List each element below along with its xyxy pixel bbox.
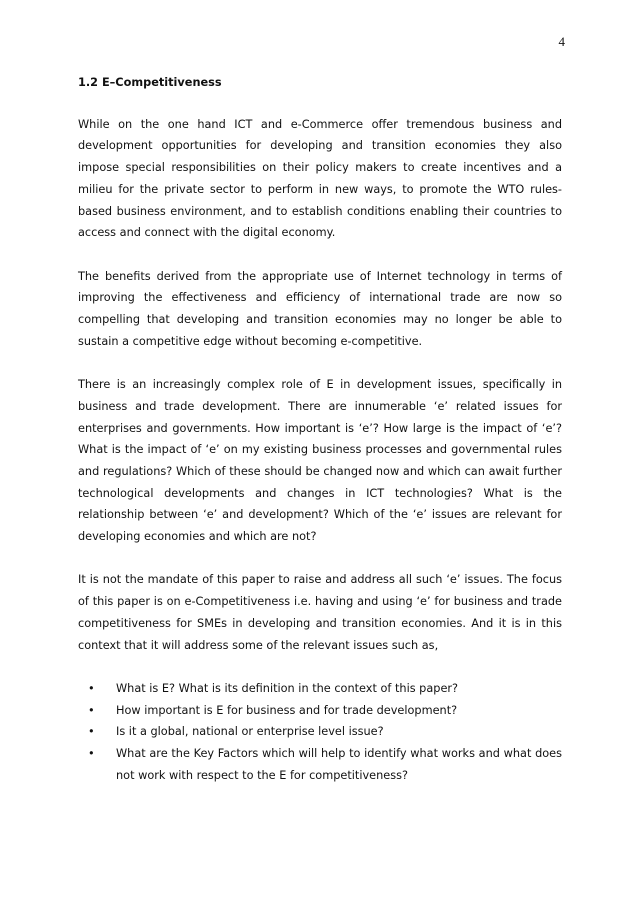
paragraph-ict-responsibilities: While on the one hand ICT and e-Commerce offer tremendous business and development opportunities for developing and transition economies they also impose special responsibilities on their policy makers to create incentives and a milieu for the private sector to perform in new ways, to promote the WTO rules-based business environment, and to establish conditions enabling their countries to access and connect with the digital economy. xyxy=(78,117,562,240)
bullet-icon: • xyxy=(88,747,95,761)
list-item-text: How important is E for business and for trade development? xyxy=(116,703,458,717)
paragraph-role-of-e: There is an increasingly complex role of E in development issues, specifically in business and trade development. There are innumerable ‘e’ related issues for enterprises and governments. How important is ‘e’? How large is the impact of ‘e’? What is the impact of ‘e’ on my existing business processes and governmental rules and regulations? Which of these should be changed now and which can await further technological developments and changes in ICT technologies? What is the relationship between ‘e’ and development? Which of the ‘e’ issues are relevant for developing economies and which are not? xyxy=(78,378,562,544)
list-item-text: What is E? What is its definition in the context of this paper? xyxy=(116,681,459,695)
bullet-icon: • xyxy=(88,681,95,695)
list-item xyxy=(78,700,562,722)
list-item xyxy=(78,678,562,700)
document-body xyxy=(78,72,562,786)
paragraph-mandate: It is not the mandate of this paper to raise and address all such ‘e’ issues. The focus of this paper is on e-Competitiveness i.e. having and using ‘e’ for business and trade competitiveness for SMEs in developing and transition economies. And it is in this context that it will address some of the relevant issues such as, xyxy=(78,573,562,652)
section-heading: 1.2 E–Competitiveness xyxy=(78,76,222,89)
page-number: 4 xyxy=(558,34,565,49)
issues-bullet-list xyxy=(78,678,562,787)
list-item xyxy=(78,721,562,743)
list-item-text: What are the Key Factors which will help to identify what works and what does not work with respect to the E for competitiveness? xyxy=(116,747,562,782)
bullet-icon: • xyxy=(88,703,95,717)
list-item xyxy=(78,743,562,786)
list-item-text: Is it a global, national or enterprise level issue? xyxy=(116,725,384,739)
bullet-icon: • xyxy=(88,725,95,739)
paragraph-internet-benefits: The benefits derived from the appropriate use of Internet technology in terms of improving the effectiveness and efficiency of international trade are now so compelling that developing and transition economies may no longer be able to sustain a competitive edge without becoming e-competitive. xyxy=(78,269,562,348)
